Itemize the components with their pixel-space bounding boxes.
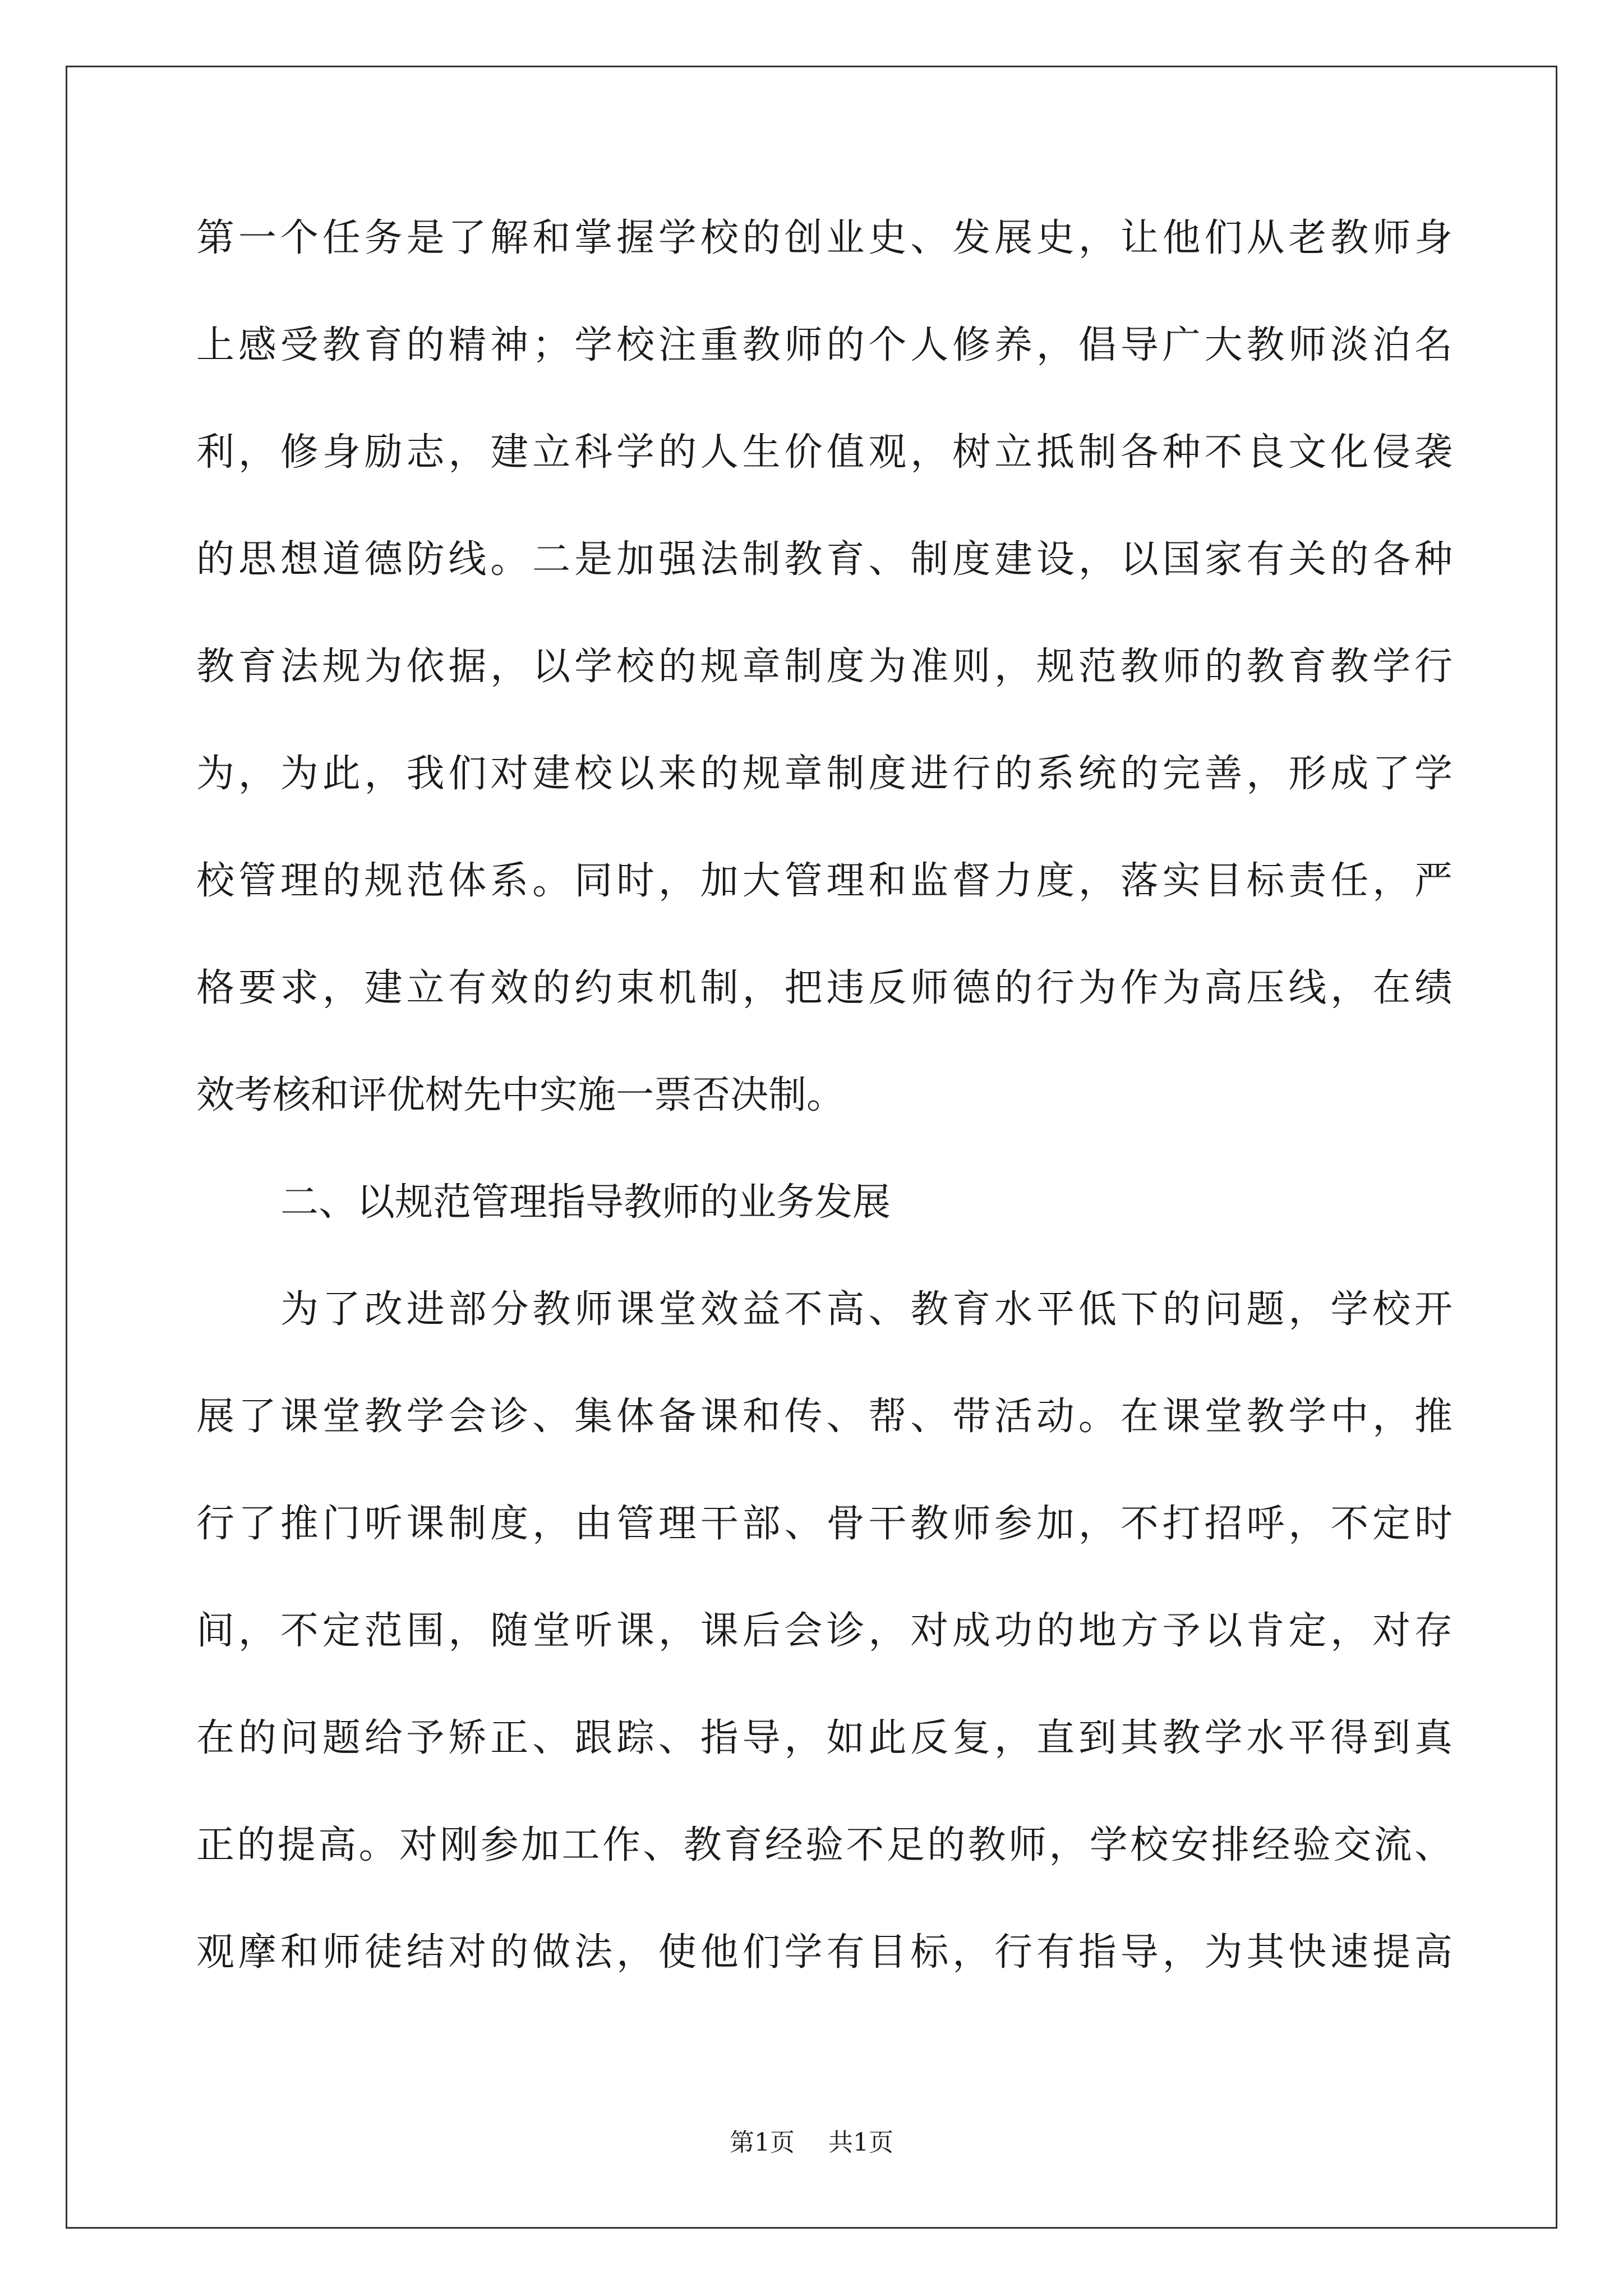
paragraph-1-line-7: 校管理的规范体系。同时，加大管理和监督力度，落实目标责任，严 <box>196 859 1453 903</box>
paragraph-1-line-1: 第一个任务是了解和掌握学校的创业史、发展史，让他们从老教师身 <box>196 216 1453 260</box>
paragraph-2-line-7: 观摩和师徒结对的做法，使他们学有目标，行有指导，为其快速提高 <box>196 1930 1453 1975</box>
paragraph-2-line-2: 展了课堂教学会诊、集体备课和传、帮、带活动。在课堂教学中，推 <box>196 1395 1453 1439</box>
paragraph-1-line-8: 格要求，建立有效的约束机制，把违反师德的行为作为高压线，在绩 <box>196 966 1453 1010</box>
paragraph-1-line-3: 利，修身励志，建立科学的人生价值观，树立抵制各种不良文化侵袭 <box>196 430 1453 475</box>
paragraph-1-line-5: 教育法规为依据，以学校的规章制度为准则，规范教师的教育教学行 <box>196 645 1453 689</box>
page-footer <box>0 2126 1623 2160</box>
section-heading: 二、以规范管理指导教师的业务发展 <box>280 1180 891 1225</box>
paragraph-1-line-2: 上感受教育的精神；学校注重教师的个人修养，倡导广大教师淡泊名 <box>196 323 1453 367</box>
paragraph-1-line-6: 为，为此，我们对建校以来的规章制度进行的系统的完善，形成了学 <box>196 752 1453 796</box>
paragraph-2-line-1: 为了改进部分教师课堂效益不高、教育水平低下的问题，学校开 <box>280 1287 1453 1332</box>
paragraph-2-line-3: 行了推门听课制度，由管理干部、骨干教师参加，不打招呼，不定时 <box>196 1502 1453 1546</box>
document-body <box>196 208 1453 2029</box>
paragraph-1-line-9: 效考核和评优树先中实施一票否决制。 <box>196 1073 845 1117</box>
paragraph-2-line-4: 间，不定范围，随堂听课，课后会诊，对成功的地方予以肯定，对存 <box>196 1609 1453 1653</box>
paragraph-2-line-5: 在的问题给予矫正、跟踪、指导，如此反复，直到其教学水平得到真 <box>196 1716 1453 1760</box>
paragraph-1-line-4: 的思想道德防线。二是加强法制教育、制度建设，以国家有关的各种 <box>196 537 1453 582</box>
page-total: 共1页 <box>828 2128 893 2157</box>
page-number: 第1页 <box>730 2128 795 2157</box>
paragraph-2-line-6: 正的提高。对刚参加工作、教育经验不足的教师，学校安排经验交流、 <box>196 1823 1453 1867</box>
